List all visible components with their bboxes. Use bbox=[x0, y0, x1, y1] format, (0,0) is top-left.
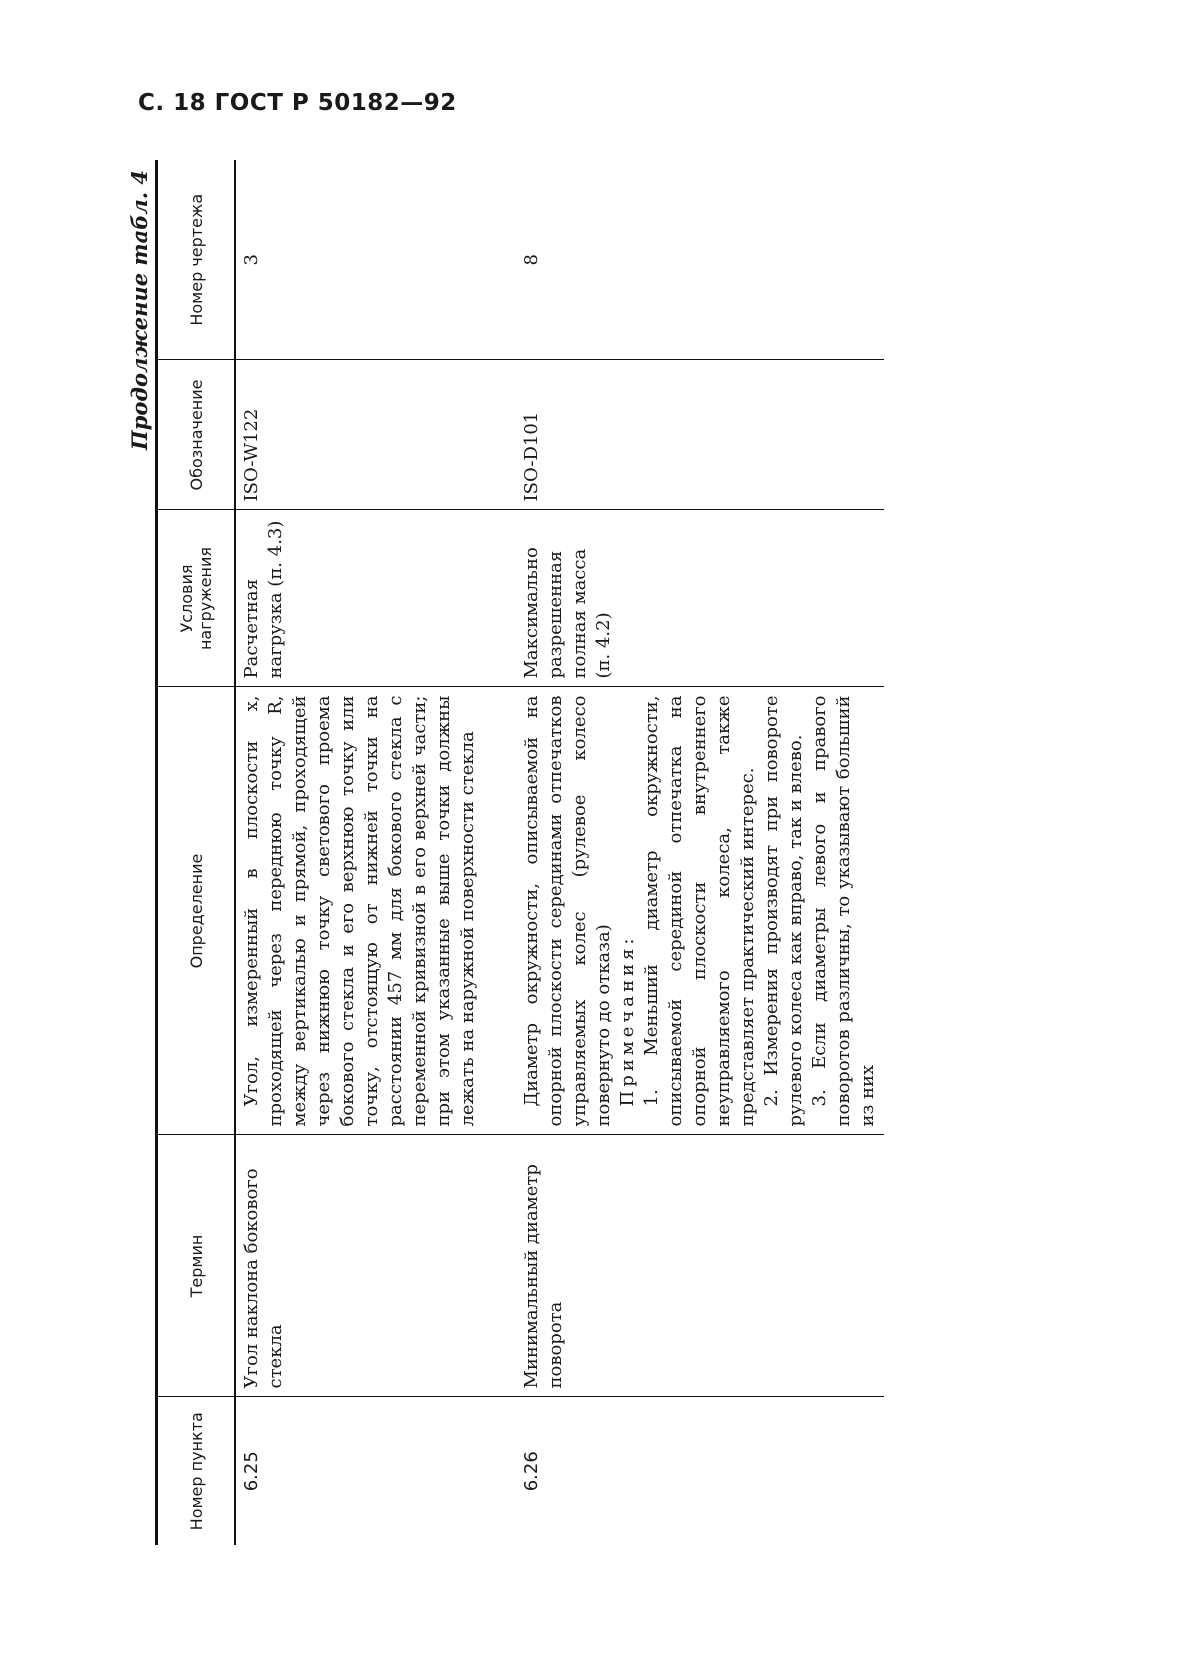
page-header: С. 18 ГОСТ Р 50182—92 bbox=[138, 90, 457, 116]
row-conditions: Максимально разрешенная полная масса (п. 4.2) bbox=[516, 510, 884, 687]
row-drawing: 3 bbox=[235, 160, 516, 360]
note-item: 2. Измерения производят при повороте рулевого колеса как вправо, так и влево. bbox=[761, 695, 806, 1127]
column-header-term: Термин bbox=[157, 1135, 236, 1397]
column-header-definition: Определение bbox=[157, 687, 236, 1135]
column-header-number: Номер пункта bbox=[157, 1397, 236, 1545]
row-designation: ISO-D101 bbox=[516, 360, 884, 510]
row-term: Угол наклона бокового стекла bbox=[235, 1135, 516, 1397]
note-item: 1. Меньший диаметр окружности, описываемой серединой отпечатка на опорной плоскости внутреннего неуправляемого колеса, также представляет практический интерес. bbox=[641, 695, 758, 1127]
row-designation: ISO-W122 bbox=[235, 360, 516, 510]
rotated-table-frame bbox=[127, 160, 1075, 1545]
row-number: 6.25 bbox=[241, 1451, 262, 1492]
row-definition bbox=[516, 687, 884, 1135]
column-header-designation: Обозначение bbox=[157, 360, 236, 510]
table-row bbox=[235, 160, 516, 1545]
definition-text: Угол, измеренный в плоскости x, проходящей через переднюю точку R, между вертикалью и прямой, проходящей через нижнюю точку светового проема бокового стекла и его верхнюю точку или точку, отстоящую от нижней точки на расстоянии 457 мм для бокового стекла с переменной кривизной в его верхней части; при этом указанные выше точки должны лежать на наружной поверхности стекла bbox=[241, 695, 478, 1127]
column-header-drawing: Номер чертежа bbox=[157, 160, 236, 360]
terms-table bbox=[155, 160, 884, 1545]
row-drawing: 8 bbox=[516, 160, 884, 360]
row-number: 6.26 bbox=[521, 1451, 542, 1492]
row-term: Минимальный диаметр поворота bbox=[516, 1135, 884, 1397]
column-header-conditions: Условия нагружения bbox=[157, 510, 236, 687]
table-header-row bbox=[157, 160, 236, 1545]
note-item: 3. Если диаметры левого и правого поворотов различны, то указывают больший из них bbox=[809, 695, 878, 1127]
row-conditions: Расчетная нагрузка (п. 4.3) bbox=[235, 510, 516, 687]
table-caption: Продолжение табл. 4 bbox=[127, 170, 152, 451]
row-definition bbox=[235, 687, 516, 1135]
notes-title: Примечания: bbox=[617, 934, 638, 1107]
definition-text: Диаметр окружности, описываемой на опорной плоскости серединами отпечатков управляемых колес (рулевое колесо повернуто до отказа) bbox=[521, 695, 614, 1127]
table-row bbox=[516, 160, 884, 1545]
